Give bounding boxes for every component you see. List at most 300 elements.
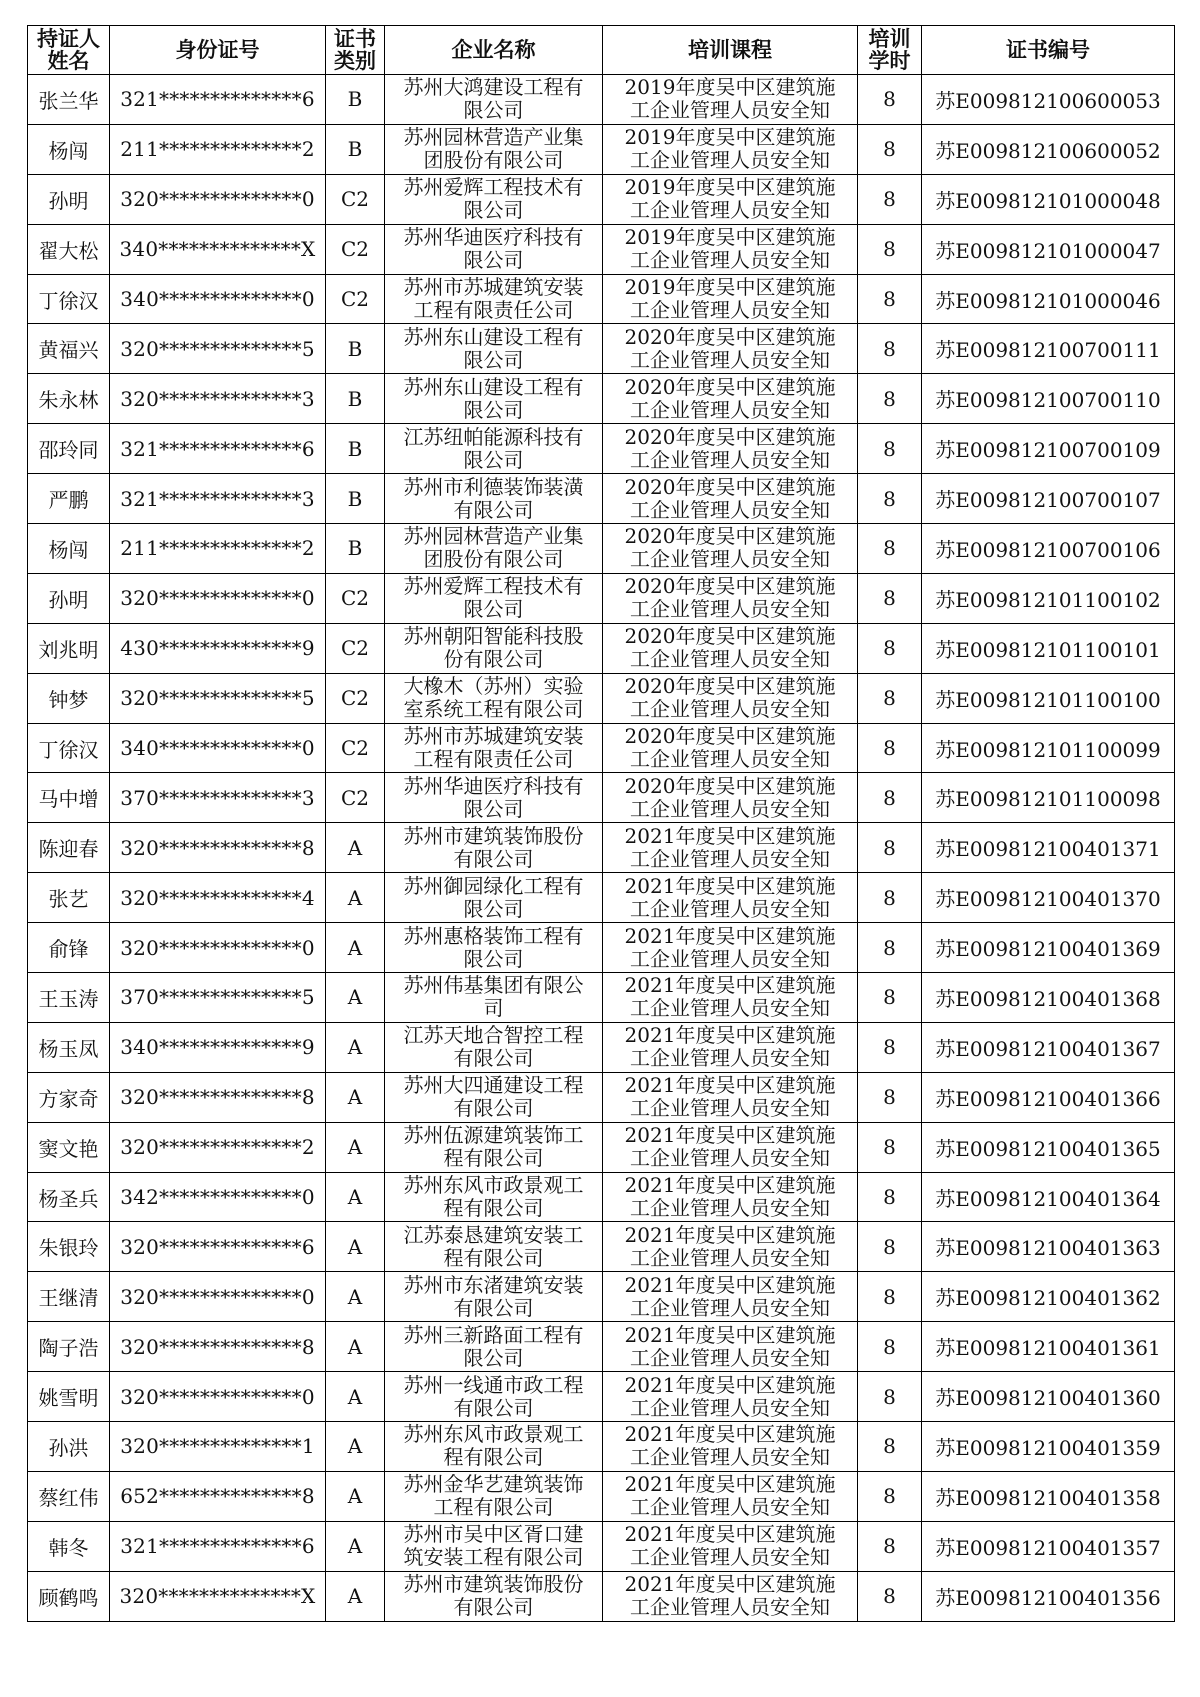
training-course-cell-text <box>603 76 857 122</box>
id-number-cell: 320**************X <box>110 1571 326 1621</box>
training-course-cell <box>603 324 858 374</box>
table-row <box>28 424 1175 474</box>
training-course-cell-line1: 2021年度吴中区建筑施 <box>624 1423 836 1447</box>
training-course-cell-line2: 工企业管理人员安全知 <box>630 1345 830 1370</box>
cert-category-cell: A <box>326 1022 385 1072</box>
training-course-cell-line2: 工企业管理人员安全知 <box>630 1545 830 1570</box>
id-number-cell: 211**************2 <box>110 124 326 174</box>
training-course-cell-line1: 2021年度吴中区建筑施 <box>624 874 836 898</box>
training-hours-cell: 8 <box>858 1222 922 1272</box>
header-label-line1: 证书编号 <box>1006 38 1090 62</box>
training-course-cell-line1: 2020年度吴中区建筑施 <box>624 425 836 449</box>
training-course-cell-line1: 2021年度吴中区建筑施 <box>624 1523 836 1547</box>
cert-category-cell: C2 <box>326 224 385 274</box>
cert-number-cell: 苏E009812100700109 <box>922 424 1175 474</box>
company-name-cell-line2: 有限公司 <box>453 1096 534 1121</box>
table-row <box>28 1222 1175 1272</box>
id-number-cell: 340**************9 <box>110 1022 326 1072</box>
training-hours-cell: 8 <box>858 1372 922 1422</box>
training-hours-cell: 8 <box>858 124 922 174</box>
table-row <box>28 1571 1175 1621</box>
training-course-cell <box>603 1571 858 1621</box>
training-course-cell <box>603 773 858 823</box>
company-name-cell <box>385 973 603 1023</box>
company-name-cell <box>385 673 603 723</box>
cert-category-cell: A <box>326 1521 385 1571</box>
company-name-cell-text <box>385 76 602 122</box>
company-name-cell-line2: 限公司 <box>463 1345 524 1370</box>
certificate-table <box>27 25 1175 1622</box>
cert-category-cell: B <box>326 424 385 474</box>
company-name-cell-line2: 工程有限责任公司 <box>413 298 574 322</box>
holder-name-cell: 朱永林 <box>28 374 110 424</box>
cert-number-cell: 苏E009812101100098 <box>922 773 1175 823</box>
company-name-cell-line1: 苏州大鸿建设工程有 <box>403 76 584 100</box>
table-row <box>28 1471 1175 1521</box>
training-course-cell <box>603 1122 858 1172</box>
company-name-cell-text <box>385 1174 602 1220</box>
training-course-cell-line2: 工企业管理人员安全知 <box>630 148 830 173</box>
company-name-cell-line1: 苏州伍源建筑装饰工 <box>403 1124 584 1148</box>
training-course-cell-line2: 工企业管理人员安全知 <box>630 547 830 572</box>
holder-name-cell: 韩冬 <box>28 1521 110 1571</box>
cert-category-cell: A <box>326 873 385 923</box>
training-course-cell-text <box>603 1024 857 1070</box>
cert-category-cell: A <box>326 1322 385 1372</box>
company-name-cell <box>385 174 603 224</box>
training-hours-cell: 8 <box>858 224 922 274</box>
training-course-cell-line1: 2021年度吴中区建筑施 <box>624 1573 836 1597</box>
holder-name-cell: 窦文艳 <box>28 1122 110 1172</box>
training-course-cell <box>603 923 858 973</box>
training-course-cell-line1: 2019年度吴中区建筑施 <box>624 126 836 150</box>
company-name-cell-line2: 限公司 <box>463 397 524 422</box>
company-name-cell <box>385 524 603 574</box>
training-hours-cell: 8 <box>858 374 922 424</box>
table-row <box>28 773 1175 823</box>
training-course-cell-line2: 工企业管理人员安全知 <box>630 896 830 921</box>
cert-category-cell: B <box>326 524 385 574</box>
company-name-cell <box>385 1022 603 1072</box>
cert-number-cell: 苏E009812101100101 <box>922 623 1175 673</box>
training-course-cell-text <box>603 974 857 1020</box>
training-course-cell-text <box>603 226 857 272</box>
training-course-cell-line2: 工企业管理人员安全知 <box>630 198 830 223</box>
cert-category-cell: A <box>326 1222 385 1272</box>
company-name-cell-line2: 有限公司 <box>453 1046 534 1071</box>
cert-number-cell: 苏E009812100401360 <box>922 1372 1175 1422</box>
training-course-cell-line1: 2020年度吴中区建筑施 <box>624 625 836 649</box>
cert-number-cell: 苏E009812101100100 <box>922 673 1175 723</box>
training-course-cell-line2: 工企业管理人员安全知 <box>630 298 830 322</box>
holder-name-cell: 钟梦 <box>28 673 110 723</box>
training-course-cell <box>603 1172 858 1222</box>
id-number-cell: 340**************X <box>110 224 326 274</box>
training-course-cell-text <box>603 1423 857 1469</box>
training-course-cell-line2: 工企业管理人员安全知 <box>630 1096 830 1121</box>
company-name-cell <box>385 1571 603 1621</box>
company-name-cell-line2: 限公司 <box>463 447 524 472</box>
id-number-cell: 320**************8 <box>110 823 326 873</box>
company-name-cell-text <box>385 875 602 921</box>
table-row <box>28 374 1175 424</box>
company-name-cell-line1: 苏州东风市政景观工 <box>403 1174 584 1198</box>
company-name-cell-text <box>385 1523 602 1569</box>
table-row <box>28 923 1175 973</box>
company-name-cell-line2: 程有限公司 <box>443 1245 544 1270</box>
company-name-cell <box>385 823 603 873</box>
table-row <box>28 1072 1175 1122</box>
cert-number-cell: 苏E009812100401357 <box>922 1521 1175 1571</box>
holder-name-cell: 杨圣兵 <box>28 1172 110 1222</box>
id-number-cell: 321**************3 <box>110 474 326 524</box>
company-name-cell-text <box>385 376 602 422</box>
training-hours-cell: 8 <box>858 1072 922 1122</box>
company-name-cell-line1: 苏州华迪医疗科技有 <box>403 774 584 798</box>
cert-number-cell: 苏E009812100401365 <box>922 1122 1175 1172</box>
cert-number-cell: 苏E009812100401358 <box>922 1471 1175 1521</box>
training-course-cell <box>603 1022 858 1072</box>
training-course-cell-line1: 2021年度吴中区建筑施 <box>624 1024 836 1048</box>
cert-number-cell: 苏E009812100401359 <box>922 1422 1175 1472</box>
company-name-cell-line2: 限公司 <box>463 946 524 971</box>
training-course-cell <box>603 1272 858 1322</box>
company-name-cell <box>385 923 603 973</box>
training-course-cell-line2: 工企业管理人员安全知 <box>630 647 830 672</box>
company-name-cell-line2: 有限公司 <box>453 1395 534 1420</box>
cert-number-cell: 苏E009812101000048 <box>922 174 1175 224</box>
training-course-cell-text <box>603 775 857 821</box>
header-row <box>28 26 1175 75</box>
company-name-cell <box>385 1222 603 1272</box>
company-name-cell-text <box>385 1224 602 1270</box>
company-name-cell <box>385 623 603 673</box>
company-name-cell-line1: 苏州御园绿化工程有 <box>403 874 584 898</box>
cert-category-cell: C2 <box>326 773 385 823</box>
company-name-cell-line2: 室系统工程有限公司 <box>403 697 584 722</box>
training-hours-cell: 8 <box>858 623 922 673</box>
company-name-cell-line2: 份有限公司 <box>443 647 544 672</box>
holder-name-cell: 王玉涛 <box>28 973 110 1023</box>
table-row <box>28 823 1175 873</box>
company-name-cell-line1: 苏州三新路面工程有 <box>403 1323 584 1347</box>
header-cert-number <box>922 26 1175 75</box>
cert-number-cell: 苏E009812100401362 <box>922 1272 1175 1322</box>
company-name-cell <box>385 1272 603 1322</box>
company-name-cell <box>385 1322 603 1372</box>
training-hours-cell: 8 <box>858 1471 922 1521</box>
cert-category-cell: C2 <box>326 274 385 324</box>
training-course-cell-text <box>603 525 857 571</box>
cert-number-cell: 苏E009812100600053 <box>922 75 1175 125</box>
company-name-cell-line1: 苏州市东渚建筑安装 <box>403 1273 584 1297</box>
training-course-cell-line1: 2019年度吴中区建筑施 <box>624 226 836 250</box>
training-course-cell-line1: 2021年度吴中区建筑施 <box>624 824 836 848</box>
company-name-cell-line2: 程有限公司 <box>443 1146 544 1171</box>
table-row <box>28 1322 1175 1372</box>
company-name-cell-line2: 限公司 <box>463 248 524 273</box>
training-hours-cell: 8 <box>858 1022 922 1072</box>
cert-category-cell: C2 <box>326 673 385 723</box>
training-course-cell-line1: 2020年度吴中区建筑施 <box>624 725 836 749</box>
table-row <box>28 524 1175 574</box>
training-hours-cell: 8 <box>858 1521 922 1571</box>
table-row <box>28 324 1175 374</box>
company-name-cell-line2: 有限公司 <box>453 1595 534 1620</box>
company-name-cell-text <box>385 1274 602 1320</box>
company-name-cell-line2: 有限公司 <box>453 846 534 871</box>
header-cert-category <box>326 26 385 75</box>
training-course-cell-line2: 工企业管理人员安全知 <box>630 1495 830 1520</box>
cert-category-cell: A <box>326 1471 385 1521</box>
training-course-cell-text <box>603 1374 857 1420</box>
table-row <box>28 1022 1175 1072</box>
training-course-cell-line1: 2021年度吴中区建筑施 <box>624 1074 836 1098</box>
training-course-cell-line1: 2021年度吴中区建筑施 <box>624 1223 836 1247</box>
training-course-cell-line2: 工企业管理人员安全知 <box>630 497 830 522</box>
holder-name-cell: 孙明 <box>28 174 110 224</box>
training-course-cell-text <box>603 426 857 472</box>
table-body <box>28 75 1175 1622</box>
cert-number-cell: 苏E009812100401366 <box>922 1072 1175 1122</box>
training-course-cell-line1: 2021年度吴中区建筑施 <box>624 1273 836 1297</box>
training-course-cell-text <box>603 1573 857 1619</box>
training-course-cell <box>603 224 858 274</box>
company-name-cell-text <box>385 775 602 821</box>
table-row <box>28 1372 1175 1422</box>
company-name-cell <box>385 1172 603 1222</box>
company-name-cell-line1: 苏州爱辉工程技术有 <box>403 176 584 200</box>
company-name-cell-line1: 苏州金华艺建筑装饰 <box>403 1473 584 1497</box>
company-name-cell <box>385 424 603 474</box>
training-course-cell-line1: 2020年度吴中区建筑施 <box>624 675 836 699</box>
training-course-cell-text <box>603 725 857 771</box>
training-course-cell-line2: 工企业管理人员安全知 <box>630 697 830 722</box>
training-course-cell-line1: 2019年度吴中区建筑施 <box>624 276 836 299</box>
id-number-cell: 342**************0 <box>110 1172 326 1222</box>
training-course-cell-text <box>603 1124 857 1170</box>
training-hours-cell: 8 <box>858 1322 922 1372</box>
cert-number-cell: 苏E009812100600052 <box>922 124 1175 174</box>
cert-number-cell: 苏E009812100700111 <box>922 324 1175 374</box>
header-label-line1: 证书 <box>334 27 376 51</box>
training-course-cell-line1: 2020年度吴中区建筑施 <box>624 475 836 499</box>
training-course-cell <box>603 274 858 324</box>
holder-name-cell: 马中增 <box>28 773 110 823</box>
header-label-line2: 类别 <box>334 49 376 73</box>
training-course-cell-line1: 2020年度吴中区建筑施 <box>624 325 836 349</box>
training-course-cell-line2: 工企业管理人员安全知 <box>630 597 830 622</box>
training-hours-cell: 8 <box>858 1571 922 1621</box>
training-course-cell-line1: 2020年度吴中区建筑施 <box>624 575 836 599</box>
id-number-cell: 652**************8 <box>110 1471 326 1521</box>
company-name-cell-text <box>385 176 602 222</box>
company-name-cell-text <box>385 1423 602 1469</box>
header-training-hours <box>858 26 922 75</box>
company-name-cell-text <box>385 725 602 771</box>
table-row <box>28 573 1175 623</box>
training-course-cell <box>603 1521 858 1571</box>
training-course-cell-text <box>603 625 857 671</box>
cert-category-cell: B <box>326 374 385 424</box>
holder-name-cell: 孙明 <box>28 573 110 623</box>
training-hours-cell: 8 <box>858 274 922 324</box>
company-name-cell-line2: 限公司 <box>463 896 524 921</box>
company-name-cell <box>385 324 603 374</box>
training-hours-cell: 8 <box>858 474 922 524</box>
table-row <box>28 1122 1175 1172</box>
cert-number-cell: 苏E009812100401368 <box>922 973 1175 1023</box>
company-name-cell <box>385 1372 603 1422</box>
id-number-cell: 211**************2 <box>110 524 326 574</box>
company-name-cell <box>385 1471 603 1521</box>
cert-category-cell: C2 <box>326 573 385 623</box>
training-course-cell-line1: 2021年度吴中区建筑施 <box>624 974 836 998</box>
id-number-cell: 320**************0 <box>110 923 326 973</box>
training-hours-cell: 8 <box>858 823 922 873</box>
cert-category-cell: C2 <box>326 723 385 773</box>
company-name-cell-line2: 团股份有限公司 <box>423 148 564 173</box>
id-number-cell: 320**************0 <box>110 573 326 623</box>
training-course-cell-text <box>603 1523 857 1569</box>
holder-name-cell: 杨玉凤 <box>28 1022 110 1072</box>
cert-number-cell: 苏E009812101100099 <box>922 723 1175 773</box>
holder-name-cell: 杨闯 <box>28 124 110 174</box>
table-row <box>28 673 1175 723</box>
id-number-cell: 320**************0 <box>110 1372 326 1422</box>
training-hours-cell: 8 <box>858 1272 922 1322</box>
company-name-cell <box>385 224 603 274</box>
cert-category-cell: A <box>326 1571 385 1621</box>
id-number-cell: 370**************3 <box>110 773 326 823</box>
training-course-cell-line2: 工企业管理人员安全知 <box>630 1146 830 1171</box>
training-course-cell-text <box>603 376 857 422</box>
cert-number-cell: 苏E009812100401370 <box>922 873 1175 923</box>
table-row <box>28 224 1175 274</box>
training-course-cell-line2: 工企业管理人员安全知 <box>630 1295 830 1320</box>
training-course-cell <box>603 1222 858 1272</box>
table-header <box>28 26 1175 75</box>
training-course-cell-line2: 工企业管理人员安全知 <box>630 98 830 123</box>
holder-name-cell: 刘兆明 <box>28 623 110 673</box>
company-name-cell-line2: 司 <box>483 996 504 1021</box>
company-name-cell-line1: 江苏天地合智控工程 <box>403 1024 584 1048</box>
company-name-cell-line1: 大橡木（苏州）实验 <box>403 675 584 699</box>
training-course-cell-line2: 工企业管理人员安全知 <box>630 1245 830 1270</box>
company-name-cell <box>385 274 603 324</box>
training-course-cell-line2: 工企业管理人员安全知 <box>630 796 830 821</box>
training-course-cell-line2: 工企业管理人员安全知 <box>630 1595 830 1620</box>
training-course-cell-line1: 2021年度吴中区建筑施 <box>624 924 836 948</box>
company-name-cell-line1: 苏州大四通建设工程 <box>403 1074 584 1098</box>
table-row <box>28 723 1175 773</box>
header-label-line2: 学时 <box>868 49 911 73</box>
cert-number-cell: 苏E009812100401363 <box>922 1222 1175 1272</box>
training-course-cell-line1: 2021年度吴中区建筑施 <box>624 1373 836 1397</box>
table-row <box>28 174 1175 224</box>
cert-number-cell: 苏E009812100700106 <box>922 524 1175 574</box>
company-name-cell-line2: 工程有限责任公司 <box>413 747 574 772</box>
cert-number-cell: 苏E009812101000046 <box>922 274 1175 324</box>
cert-category-cell: B <box>326 75 385 125</box>
training-course-cell <box>603 1072 858 1122</box>
id-number-cell: 320**************0 <box>110 174 326 224</box>
company-name-cell-line1: 苏州伟基集团有限公 <box>403 974 584 998</box>
company-name-cell-line1: 苏州市利德装饰装潢 <box>403 475 584 499</box>
training-course-cell-line2: 工企业管理人员安全知 <box>630 996 830 1021</box>
cert-category-cell: A <box>326 823 385 873</box>
header-label-line1: 身份证号 <box>175 38 260 62</box>
company-name-cell <box>385 773 603 823</box>
training-course-cell <box>603 1322 858 1372</box>
training-course-cell-line2: 工企业管理人员安全知 <box>630 397 830 422</box>
company-name-cell-text <box>385 575 602 621</box>
training-course-cell <box>603 1471 858 1521</box>
company-name-cell-text <box>385 1324 602 1370</box>
cert-number-cell: 苏E009812100401361 <box>922 1322 1175 1372</box>
training-course-cell-line1: 2019年度吴中区建筑施 <box>624 176 836 200</box>
id-number-cell: 320**************5 <box>110 324 326 374</box>
id-number-cell: 370**************5 <box>110 973 326 1023</box>
table-row <box>28 124 1175 174</box>
header-label-line2: 姓名 <box>47 49 90 73</box>
company-name-cell-line2: 限公司 <box>463 98 524 123</box>
company-name-cell-text <box>385 925 602 971</box>
holder-name-cell: 陶子浩 <box>28 1322 110 1372</box>
company-name-cell-line2: 程有限公司 <box>443 1445 544 1470</box>
company-name-cell-line1: 苏州市建筑装饰股份 <box>403 1573 584 1597</box>
id-number-cell: 430**************9 <box>110 623 326 673</box>
company-name-cell-line1: 苏州华迪医疗科技有 <box>403 226 584 250</box>
training-course-cell-text <box>603 276 857 322</box>
holder-name-cell: 张艺 <box>28 873 110 923</box>
training-course-cell-line1: 2021年度吴中区建筑施 <box>624 1174 836 1198</box>
table-row <box>28 75 1175 125</box>
header-training-course <box>603 26 858 75</box>
company-name-cell-line1: 苏州东风市政景观工 <box>403 1423 584 1447</box>
company-name-cell <box>385 124 603 174</box>
company-name-cell <box>385 1122 603 1172</box>
cert-category-cell: A <box>326 1422 385 1472</box>
cert-category-cell: B <box>326 474 385 524</box>
company-name-cell-line2: 限公司 <box>463 198 524 223</box>
training-course-cell-line2: 工企业管理人员安全知 <box>630 1445 830 1470</box>
id-number-cell: 320**************6 <box>110 1222 326 1272</box>
company-name-cell-text <box>385 126 602 172</box>
training-hours-cell: 8 <box>858 324 922 374</box>
company-name-cell-text <box>385 974 602 1020</box>
company-name-cell-line2: 工程有限公司 <box>433 1495 554 1520</box>
holder-name-cell: 姚雪明 <box>28 1372 110 1422</box>
table-row <box>28 1521 1175 1571</box>
company-name-cell-text <box>385 426 602 472</box>
training-course-cell-text <box>603 1473 857 1519</box>
holder-name-cell: 陈迎春 <box>28 823 110 873</box>
training-hours-cell: 8 <box>858 1122 922 1172</box>
training-course-cell-text <box>603 176 857 222</box>
cert-category-cell: B <box>326 324 385 374</box>
cert-category-cell: A <box>326 1072 385 1122</box>
holder-name-cell: 杨闯 <box>28 524 110 574</box>
id-number-cell: 320**************5 <box>110 673 326 723</box>
training-course-cell <box>603 623 858 673</box>
holder-name-cell: 黄福兴 <box>28 324 110 374</box>
training-course-cell-line1: 2019年度吴中区建筑施 <box>624 76 836 100</box>
id-number-cell: 320**************8 <box>110 1322 326 1372</box>
id-number-cell: 320**************3 <box>110 374 326 424</box>
company-name-cell-line2: 限公司 <box>463 347 524 372</box>
training-course-cell-text <box>603 326 857 372</box>
